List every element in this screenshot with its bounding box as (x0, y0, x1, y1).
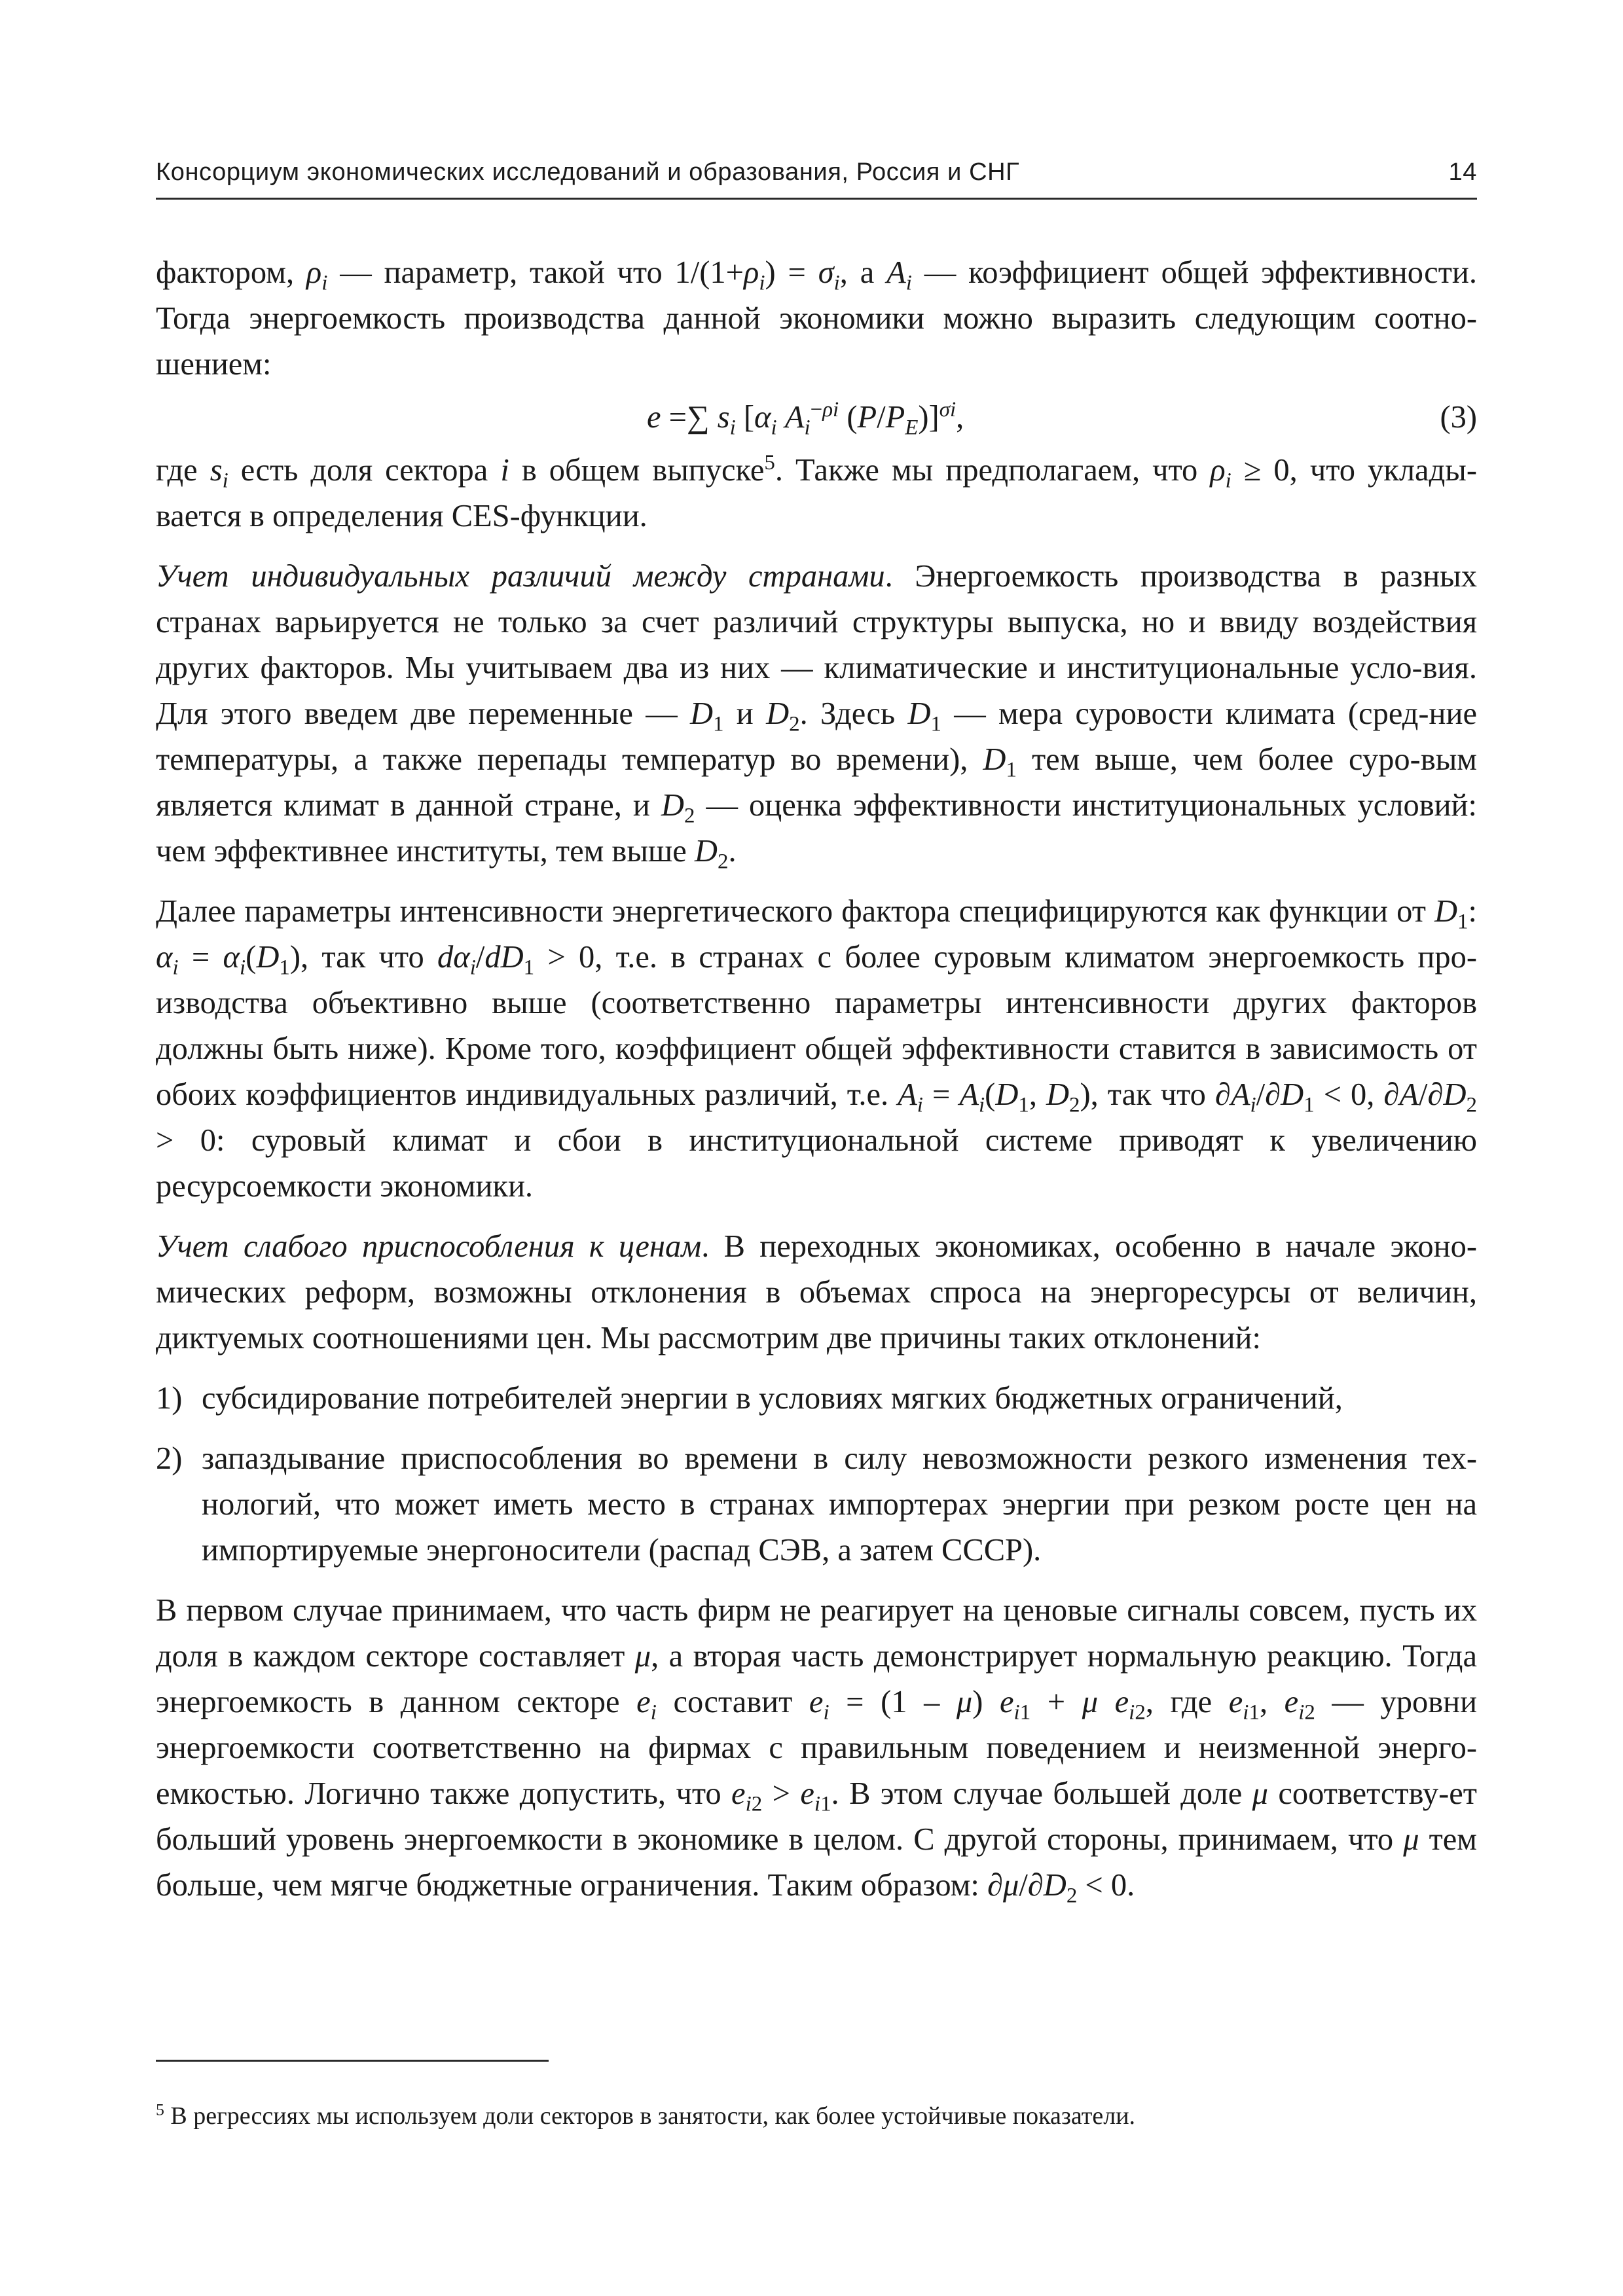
list-text: субсидирование потребителей энергии в условиях мягких бюджетных ограничений, (202, 1381, 1343, 1416)
paragraph-country-text: Энергоемкость производства в разных странах варьируется не только за счет различий структуры выпуска, но и ввиду воздействия других факторов. Мы учитываем два из них — климатические и институциональные усло-вия. Для этого введем две переменные — $D_1$ и $D_2$. Здесь $D_1$ — мера суровости климата (сред-ние температуры, а также перепады температур во времени), $D_1$ тем выше, чем более суро-вым является климат в данной стране, и $D_2$ — оценка эффективности институциональных условий: чем эффективнее институты, тем выше $D_2$. (156, 559, 1477, 874)
list-number: 1) (156, 1381, 183, 1416)
paragraph-lead-country: Учет индивидуальных различий между странами (156, 559, 885, 594)
paragraph-ces-efficiency: фактором, $\rho_i$ — параметр, такой что $1/(1+\rho_i) = \sigma_i$, а $A_i$ — коэффициент общей эффективности. Тогда энергоемкость производства данной экономики можно выразить следующим соотно-шением: (156, 255, 1477, 382)
paragraph-intensity-params: Далее параметры интенсивности энергетического фактора специфицируются как функции от $D_1$: $\alpha_i = \alpha_i(D_1)$, так что $d\alpha_i/dD_1 > 0$, т.е. в странах с более суровым климатом энергоемкость про-изводства объективно выше (соответственно параметры интенсивности других факторов должны быть ниже). Кроме того, коэффициент общей эффективности ставится в зависимость от обоих коэффициентов индивидуальных различий, т.е. $A_i = A_i(D_1$, $D_2$), так что $\partial A_i/\partial D_1 < 0$, $\partial A/\partial D_2 > 0$: суровый климат и сбои в институциональной системе приводят к увеличению ресурсоемкости экономики. (156, 894, 1478, 1204)
equation-expression: e =∑ $s_i$ [$\alpha_i$ $A_i^{-\rho i}$ $(P/P_E)]^{\sigma i}$, (647, 397, 964, 440)
page-body (156, 250, 1477, 1909)
footnote-mark: 5 (156, 2100, 164, 2119)
running-header (156, 152, 1477, 200)
footnote-text: В регрессиях мы используем доли секторов в занятости, как более устойчивые показатели. (170, 2102, 1136, 2130)
header-title: Консорциум экономических исследований и образования, Россия и СНГ (156, 158, 1020, 186)
paragraph-sector-share: где $s_i$ есть доля сектора i в общем выпуске$^5$. Также мы предполагаем, что $\rho_i \ge 0$, что уклады-вается в определения CES-функции. (156, 450, 1477, 533)
list-number: 2) (156, 1441, 183, 1476)
equation-number: (3) (1440, 400, 1477, 435)
list-item-2 (156, 1436, 1477, 1573)
paragraph-lead-prices: Учет слабого приспособления к ценам (156, 1229, 702, 1264)
footnote-divider (156, 2060, 549, 2062)
equation-3 (156, 390, 1477, 445)
paragraph-firm-shares: В первом случае принимаем, что часть фирм не реагирует на ценовые сигналы совсем, пусть их доля в каждом секторе составляет μ, а вторая часть демонстрирует нормальную реакцию. Тогда энергоемкость в данном секторе $e_i$ составит $e_i = (1 - \mu) e_{i1} + \mu$ $e_{i2}$, где $e_{i1}$, $e_{i2}$ — уровни энергоемкости соответственно на фирмах с правильным поведением и неизменной энерго-емкостью. Логично также допустить, что $e_{i2} > e_{i1}$. В этом случае большей доле μ соответству-ет больший уровень энергоемкости в экономике в целом. С другой стороны, принимаем, что μ тем больше, чем мягче бюджетные ограничения. Таким образом: $\partial\mu/\partial D_2 < 0$. (156, 1593, 1478, 1908)
list-text: запаздывание приспособления во времени в силу невозможности резкого изменения тех-нологий, что может иметь место в странах импортерах энергии при резком росте цен на импортируемые энергоносители (распад СЭВ, а затем СССР). (202, 1441, 1477, 1568)
paragraph-prices-text: В переходных экономиках, особенно в начале эконо-мических реформ, возможны отклонения в объемах спроса на энергоресурсы от величин, диктуемых соотношениями цен. Мы рассмотрим две причины таких отклонений: (156, 1229, 1478, 1355)
paragraph-country-differences: Учет индивидуальных различий между странами. Энергоемкость производства в разных странах варьируется не только за счет различий структуры выпуска, но и ввиду воздействия других факторов. Мы учитываем два из них — климатические и институциональные усло-вия. Для этого введем две переменные — $D_1$ и $D_2$. Здесь $D_1$ — мера суровости климата (сред-ние температуры, а также перепады температур во времени), $D_1$ тем выше, чем более суро-вым является климат в данной стране, и $D_2$ — оценка эффективности институциональных условий: чем эффективнее институты, тем выше $D_2$. (156, 559, 1477, 874)
paragraph-price-adaptation: Учет слабого приспособления к ценам. В переходных экономиках, особенно в начале эконо-мических реформ, возможны отклонения в объемах спроса на энергоресурсы от величин, диктуемых соотношениями цен. Мы рассмотрим две причины таких отклонений: (156, 1229, 1478, 1355)
list-item-1 (156, 1376, 1477, 1422)
page-number: 14 (1448, 158, 1477, 186)
footnote (156, 2101, 1477, 2131)
